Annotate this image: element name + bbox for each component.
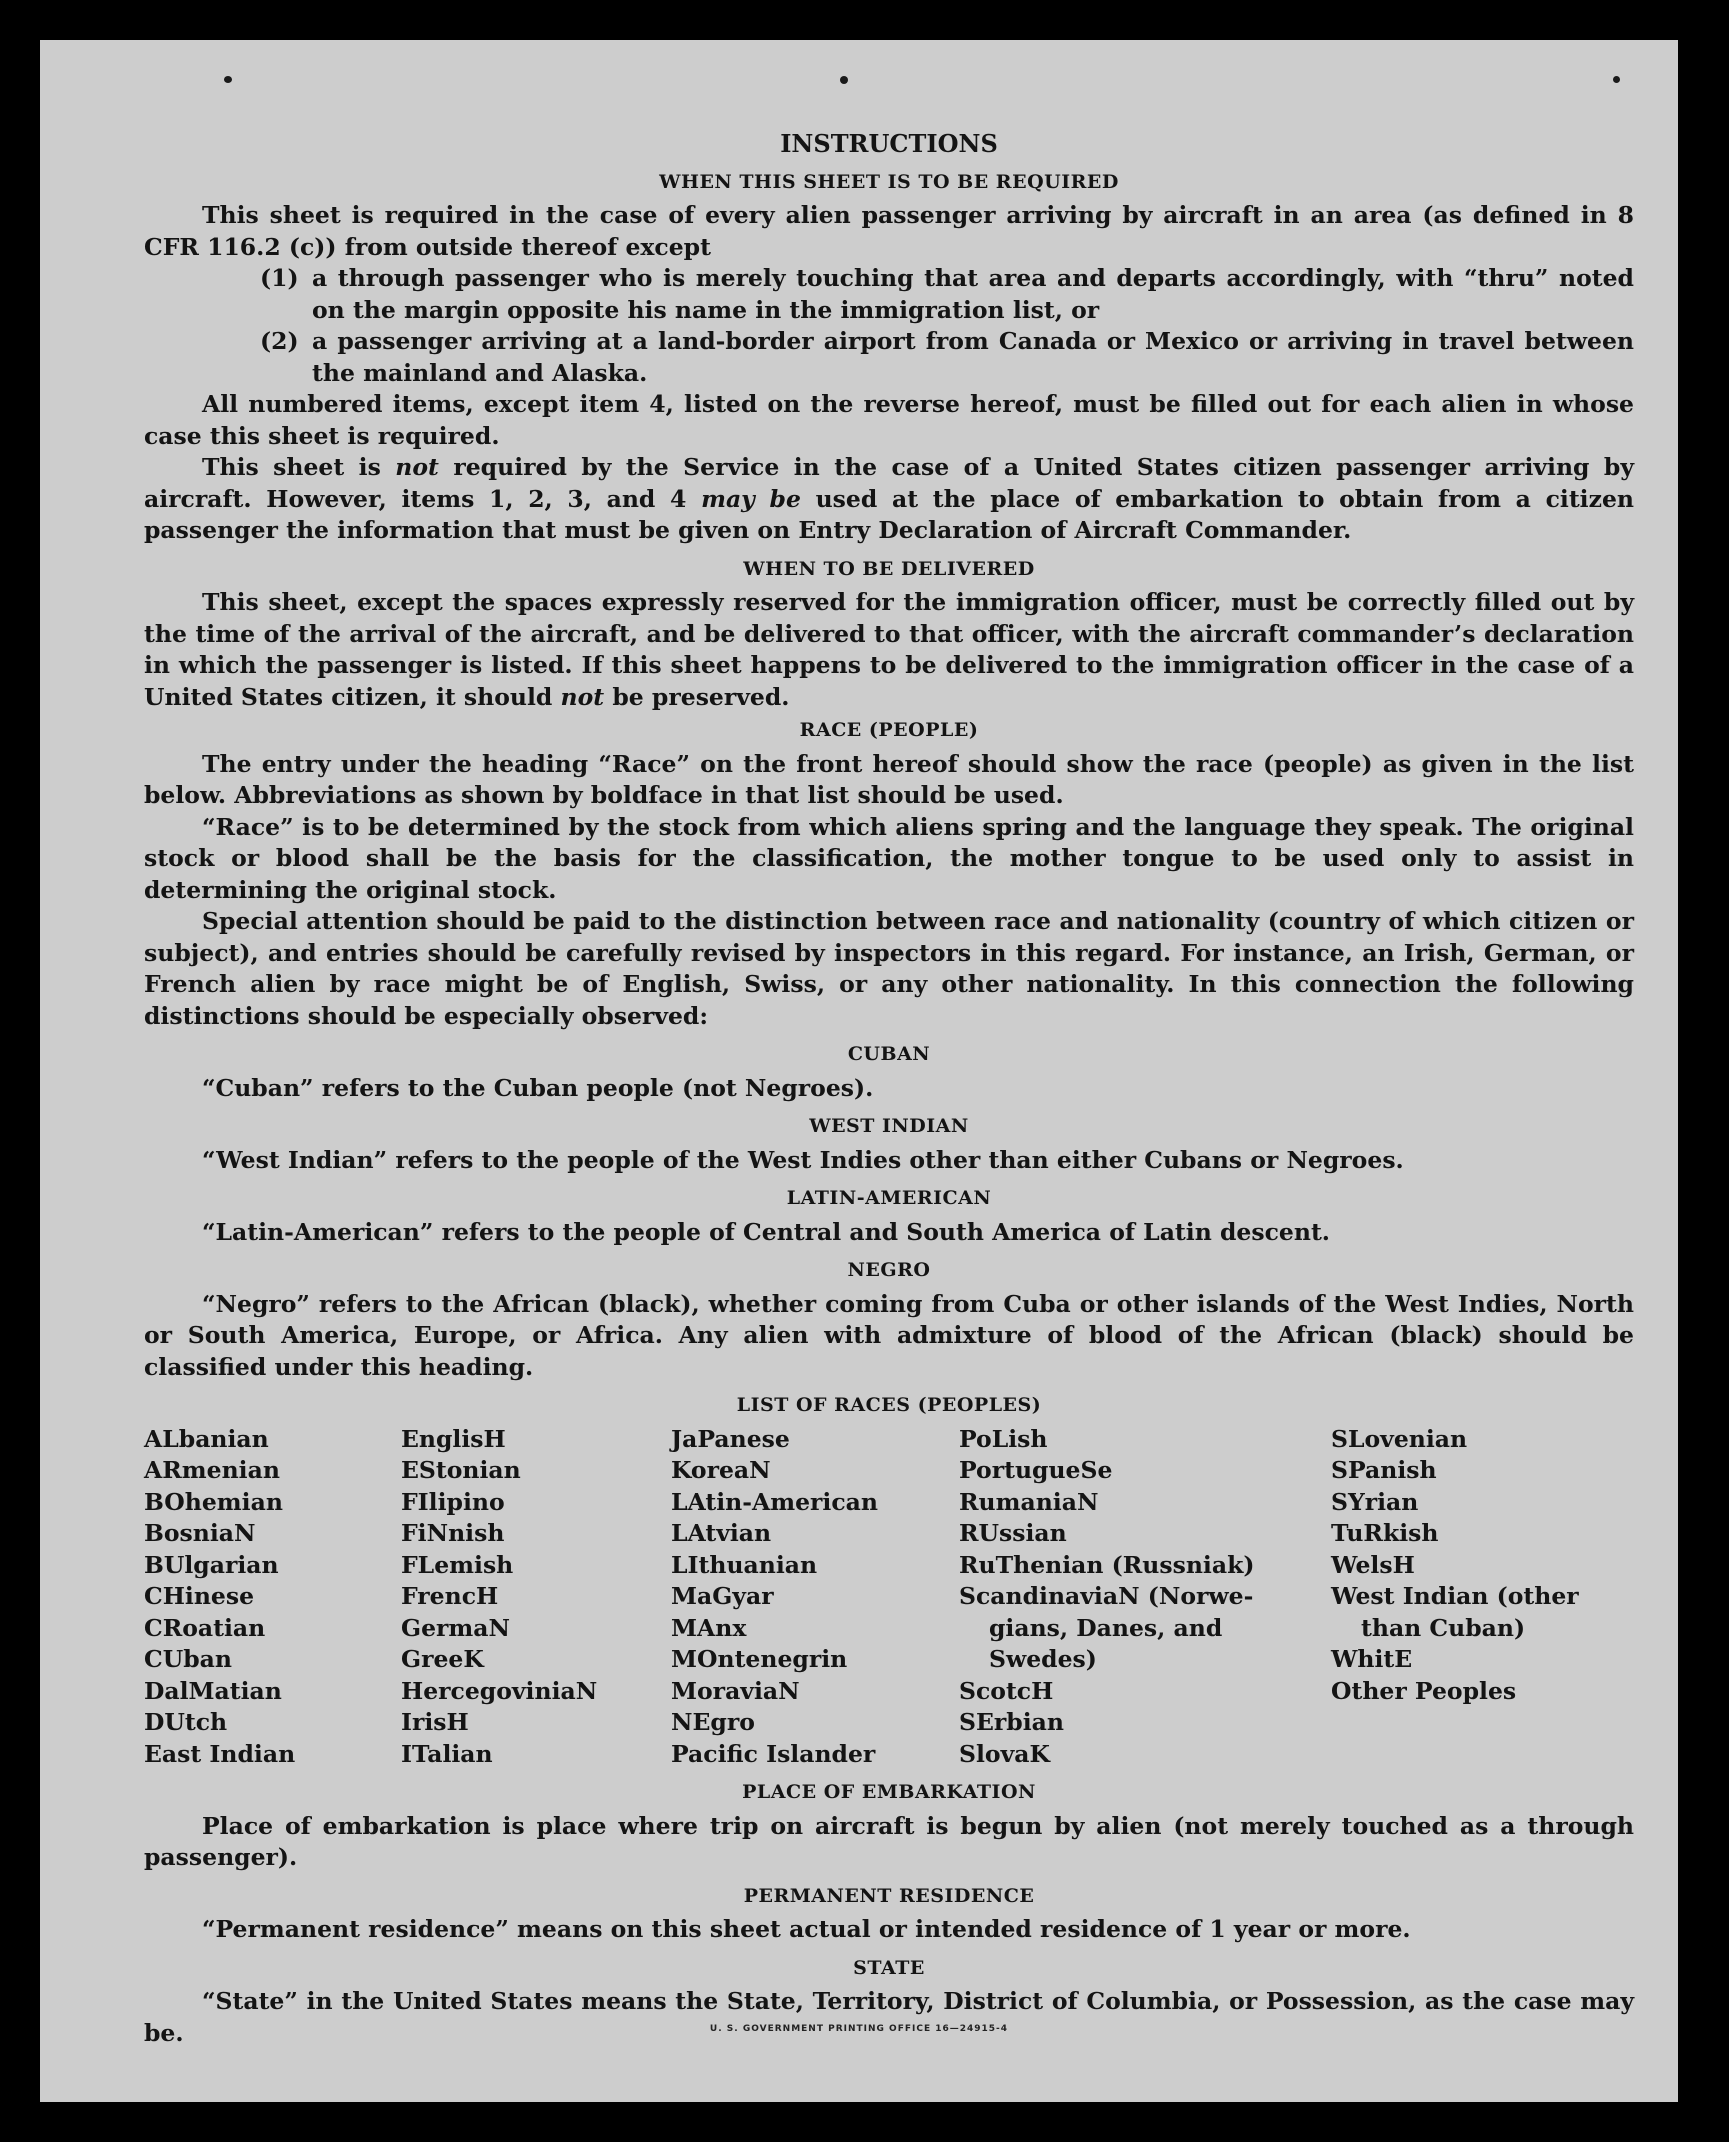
race-list-item: BosniaN [144, 1519, 256, 1547]
section-heading-latin-american: LATIN-AMERICAN [786, 1187, 992, 1209]
embarkation-definition: Place of embarkation is place where trip on aircraft is begun by alien (not merely touched as a through passenger). [144, 1811, 1634, 1871]
punch-mark [840, 76, 848, 84]
race-list-item: IrisH [401, 1708, 469, 1736]
race-list-item: FIlipino [401, 1487, 505, 1516]
section-heading-residence: PERMANENT RESIDENCE [743, 1884, 1035, 1907]
section-heading-embarkation: PLACE OF EMBARKATION [742, 1781, 1036, 1803]
section-heading-required: WHEN THIS SHEET IS TO BE REQUIRED [659, 170, 1119, 193]
exception-item-2 [260, 326, 1634, 389]
cuban-definition: “Cuban” refers to the Cuban people (not Negroes). [202, 1073, 874, 1102]
required-paragraph-3: This sheet is not required by the Service in the case of a United States citizen passenger arriving by aircraft. However, items 1, 2, 3, and 4 may be used at the place of embarkation to obtain from a citizen passenger the information that must be given on Entry Declaration of Aircraft Commander. [144, 453, 1634, 544]
emphasis-not: not [395, 453, 439, 481]
document-sheet [40, 40, 1678, 2102]
race-list-item: DUtch [144, 1708, 228, 1736]
printing-office-imprint: U. S. GOVERNMENT PRINTING OFFICE 16—24915-4 [709, 2024, 1009, 2034]
latin-american-definition: “Latin-American” refers to the people of Central and South America of Latin descent. [202, 1217, 1330, 1246]
race-column-3 [671, 1424, 959, 1771]
race-paragraph-3: Special attention should be paid to the distinction between race and nationality (country of which citizen or subject), and entries should be carefully revised by inspectors in this regard. For instance, an Irish, German, or French alien by race might be of English, Swiss, or any other nationality. In this connection the following distinctions should be especially observed: [144, 907, 1634, 1030]
emphasis-may-be: may be [701, 484, 801, 513]
race-list-item: East Indian [144, 1739, 296, 1768]
race-list-item: TuRkish [1331, 1519, 1439, 1547]
race-list-item: BUlgarian [144, 1550, 279, 1579]
race-list-item: WelsH [1331, 1550, 1415, 1579]
item-number: (2) [260, 327, 299, 355]
section-heading-west-indian: WEST INDIAN [809, 1115, 969, 1137]
race-list-item: HercegoviniaN [401, 1676, 598, 1705]
race-list-item: FLemish [401, 1550, 514, 1579]
race-list-item: PoLish [959, 1424, 1048, 1453]
item-text: a through passenger who is merely touching that area and departs accordingly, with “thru” noted on the margin opposite his name in the immigration list, or [312, 264, 1634, 324]
instructions-content [144, 128, 1634, 2049]
section-heading-race: RACE (PEOPLE) [799, 719, 979, 741]
race-list-item: MaGyar [671, 1582, 774, 1610]
item-number: (1) [260, 264, 299, 292]
race-list-item: DalMatian [144, 1676, 282, 1705]
negro-definition: “Negro” refers to the African (black), whether coming from Cuba or other islands of the West Indies, North or South America, Europe, or Africa. Any alien with admixture of blood of the African (black) should be classified under this heading. [144, 1289, 1634, 1381]
race-column-5 [1331, 1424, 1621, 1771]
race-list-item: Other Peoples [1331, 1676, 1517, 1705]
race-list-item: SLovenian [1331, 1424, 1468, 1453]
race-list-item: SPanish [1331, 1456, 1437, 1484]
race-list-item: ScandinaviaN (Norwe- [959, 1582, 1254, 1610]
race-list-item: CUban [144, 1645, 232, 1673]
race-list-item: GreeK [401, 1645, 484, 1673]
race-list-item: JaPanese [671, 1424, 790, 1453]
section-heading-negro: NEGRO [847, 1259, 931, 1281]
race-list-item: NEgro [671, 1708, 755, 1736]
page-title: INSTRUCTIONS [780, 129, 998, 158]
race-list-item: Swedes) [989, 1645, 1097, 1673]
west-indian-definition: “West Indian” refers to the people of the West Indies other than either Cubans or Negroes. [202, 1145, 1404, 1174]
race-column-2 [401, 1424, 671, 1771]
race-column-1 [144, 1424, 401, 1771]
section-heading-delivered: WHEN TO BE DELIVERED [743, 557, 1035, 580]
race-list-item: LAtin-American [671, 1487, 878, 1516]
item-text: a passenger arriving at a land-border airport from Canada or Mexico or arriving in travel between the mainland and Alaska. [312, 327, 1634, 387]
race-list-item: gians, Danes, and [989, 1613, 1223, 1642]
race-list-item: RumaniaN [959, 1487, 1099, 1516]
list-of-races-heading: LIST OF RACES (PEOPLES) [736, 1394, 1042, 1416]
race-list-item: LIthuanian [671, 1550, 818, 1579]
race-paragraph-2: “Race” is to be determined by the stock from which aliens spring and the language they speak. The original stock or blood shall be the basis for the classification, the mother tongue to be used only to assist in determining the original stock. [144, 812, 1634, 904]
race-list-item: ITalian [401, 1739, 493, 1768]
race-list-item: WhitE [1331, 1645, 1413, 1673]
section-heading-cuban: CUBAN [847, 1043, 931, 1065]
race-list-item: PortugueSe [959, 1456, 1113, 1484]
delivered-paragraph: This sheet, except the spaces expressly reserved for the immigration officer, must be correctly filled out by the time of the arrival of the aircraft, and be delivered to that officer, with the aircraft commander’s declaration in which the passenger is listed. If this sheet happens to be delivered to the immigration officer in the case of a United States citizen, it should not be preserved. [144, 588, 1634, 711]
race-list-item: MAnx [671, 1613, 747, 1642]
emphasis-not: not [560, 682, 605, 711]
race-list-item: than Cuban) [1361, 1613, 1526, 1642]
race-list-item: EnglisH [401, 1424, 506, 1453]
race-list [144, 1424, 1634, 1771]
race-list-item: SErbian [959, 1708, 1064, 1736]
race-list-item: MoraviaN [671, 1676, 800, 1705]
race-list-item: RUssian [959, 1519, 1067, 1547]
race-list-item: SlovaK [959, 1739, 1050, 1768]
race-list-item: Pacific Islander [671, 1739, 876, 1768]
race-list-item: EStonian [401, 1456, 521, 1484]
race-list-item: CRoatian [144, 1613, 266, 1642]
race-column-4 [959, 1424, 1331, 1771]
race-list-item: SYrian [1331, 1487, 1419, 1516]
residence-definition: “Permanent residence” means on this sheet actual or intended residence of 1 year or more. [202, 1915, 1411, 1943]
race-list-item: MOntenegrin [671, 1645, 848, 1673]
state-definition: “State” in the United States means the State, Territory, District of Columbia, or Possession, as the case may be. [144, 1987, 1634, 2047]
required-intro: This sheet is required in the case of every alien passenger arriving by aircraft in an area (as defined in 8 CFR 116.2 (c)) from outside thereof except [144, 201, 1634, 261]
race-paragraph-1: The entry under the heading “Race” on the front hereof should show the race (people) as given in the list below. Abbreviations as shown by boldface in that list should be used. [144, 749, 1634, 809]
race-list-item: ALbanian [144, 1424, 269, 1453]
race-list-item: West Indian (other [1331, 1582, 1579, 1610]
race-list-item: ScotcH [959, 1676, 1054, 1705]
punch-mark [224, 76, 232, 83]
punch-mark [1613, 76, 1620, 83]
race-list-item: ARmenian [144, 1456, 280, 1484]
required-paragraph-2: All numbered items, except item 4, listed on the reverse hereof, must be filled out for each alien in whose case this sheet is required. [144, 390, 1634, 450]
section-heading-state: STATE [853, 1956, 925, 1979]
race-list-item: KoreaN [671, 1456, 771, 1484]
race-list-item: FiNnish [401, 1519, 505, 1547]
exception-item-1 [260, 263, 1634, 326]
race-list-item: GermaN [401, 1613, 510, 1642]
race-list-item: BOhemian [144, 1487, 283, 1516]
race-list-item: LAtvian [671, 1519, 772, 1547]
race-list-item: CHinese [144, 1582, 255, 1610]
race-list-item: RuThenian (Russniak) [959, 1550, 1255, 1579]
race-list-item: FrencH [401, 1582, 499, 1610]
